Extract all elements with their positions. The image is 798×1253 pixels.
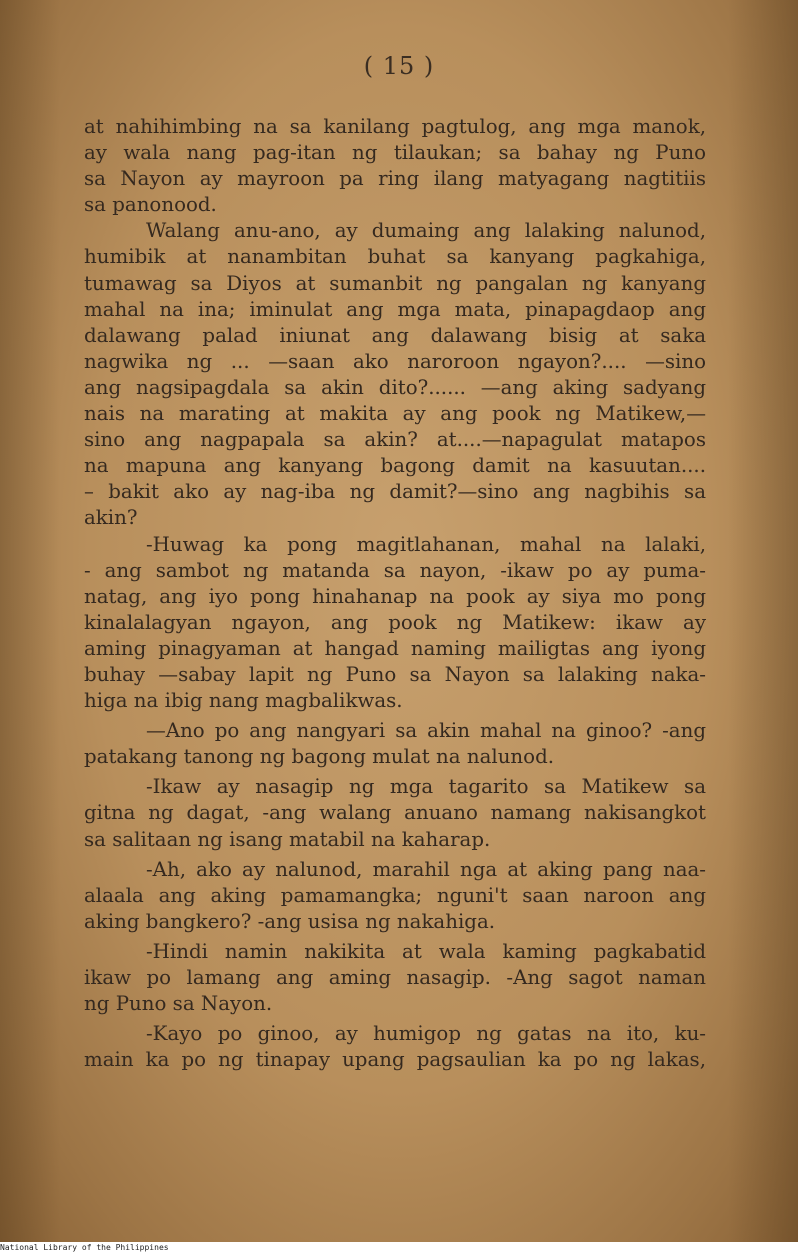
footer-credit: National Library of the Philippines (0, 1243, 169, 1252)
text-line: ay wala nang pag-itan ng tilaukan; sa bahay ng Puno (84, 141, 706, 165)
text-line: - ang sambot ng matanda sa nayon, -ikaw po ay puma- (84, 558, 706, 582)
text-line: aking bangkero? -ang usisa ng nakahiga. (84, 909, 496, 933)
text-line: -Kayo po ginoo, ay humigop ng gatas na ito, ku- (146, 1022, 706, 1046)
text-line: – bakit ako ay nag-iba ng damit?—sino ang nagbihis sa (84, 480, 706, 504)
text-line: -Ikaw ay nasagip ng mga tagarito sa Matikew sa (146, 775, 706, 799)
text-line: natag, ang iyo pong hinahanap na pook ay siya mo pong (84, 584, 706, 608)
text-line: ng Puno sa Nayon. (84, 992, 273, 1016)
text-line: humibik at nanambitan buhat sa kanyang pagkahiga, (84, 245, 706, 269)
text-line: -Ah, ako ay nalunod, marahil nga at aking pang naa- (146, 857, 706, 881)
text-line: kinalalagyan ngayon, ang pook ng Matikew: ikaw ay (84, 610, 706, 634)
text-line: -Huwag ka pong magitlahanan, mahal na lalaki, (146, 532, 706, 556)
text-line: patakang tanong ng bagong mulat na nalunod. (84, 745, 555, 769)
text-line: higa na ibig nang magbalikwas. (84, 689, 403, 713)
text-line: ikaw po lamang ang aming nasagip. -Ang sagot naman (84, 966, 706, 989)
text-line: alaala ang aking pamamangka; nguni't saan naroon ang (84, 883, 706, 907)
text-line: dalawang palad iniunat ang dalawang bisig at saka (84, 323, 706, 347)
text-line: Walang anu-ano, ay dumaing ang lalaking nalunod, (146, 219, 706, 243)
text-line: akin? (84, 506, 138, 530)
text-line: sa salitaan ng isang matabil na kaharap. (84, 827, 491, 851)
text-line: na mapuna ang kanyang bagong damit na kasuutan.... (84, 454, 706, 478)
text-line: at nahihimbing na sa kanilang pagtulog, ang mga manok, (84, 115, 706, 138)
text-line: buhay —sabay lapit ng Puno sa Nayon sa lalaking naka- (84, 662, 706, 686)
text-line: sino ang nagpapala sa akin? at....—napagulat matapos (84, 428, 706, 452)
text-line: aming pinagyaman at hangad naming mailigtas ang iyong (84, 636, 706, 660)
text-line: main ka po ng tinapay upang pagsaulian ka po ng lakas, (84, 1048, 706, 1072)
text-line: mahal na ina; iminulat ang mga mata, pinapagdaop ang (84, 297, 706, 321)
page-number: ( 15 ) (363, 52, 435, 80)
text-line: ang nagsipagdala sa akin dito?...... —ang aking sadyang (84, 375, 706, 399)
text-line: sa Nayon ay mayroon pa ring ilang matyagang nagtitiis (84, 167, 706, 191)
text-line: —Ano po ang nangyari sa akin mahal na ginoo? -ang (146, 719, 706, 743)
body-text (84, 114, 706, 1073)
text-line: tumawag sa Diyos at sumanbit ng pangalan ng kanyang (84, 271, 706, 295)
text-line: nagwika ng ... —saan ako naroroon ngayon?.... —sino (84, 349, 706, 373)
text-line: gitna ng dagat, -ang walang anuano namang nakisangkot (84, 801, 706, 825)
text-line: sa panonood. (84, 193, 217, 217)
text-line: nais na marating at makita ay ang pook ng Matikew,— (84, 402, 706, 426)
text-line: -Hindi namin nakikita at wala kaming pagkabatid (146, 939, 706, 963)
